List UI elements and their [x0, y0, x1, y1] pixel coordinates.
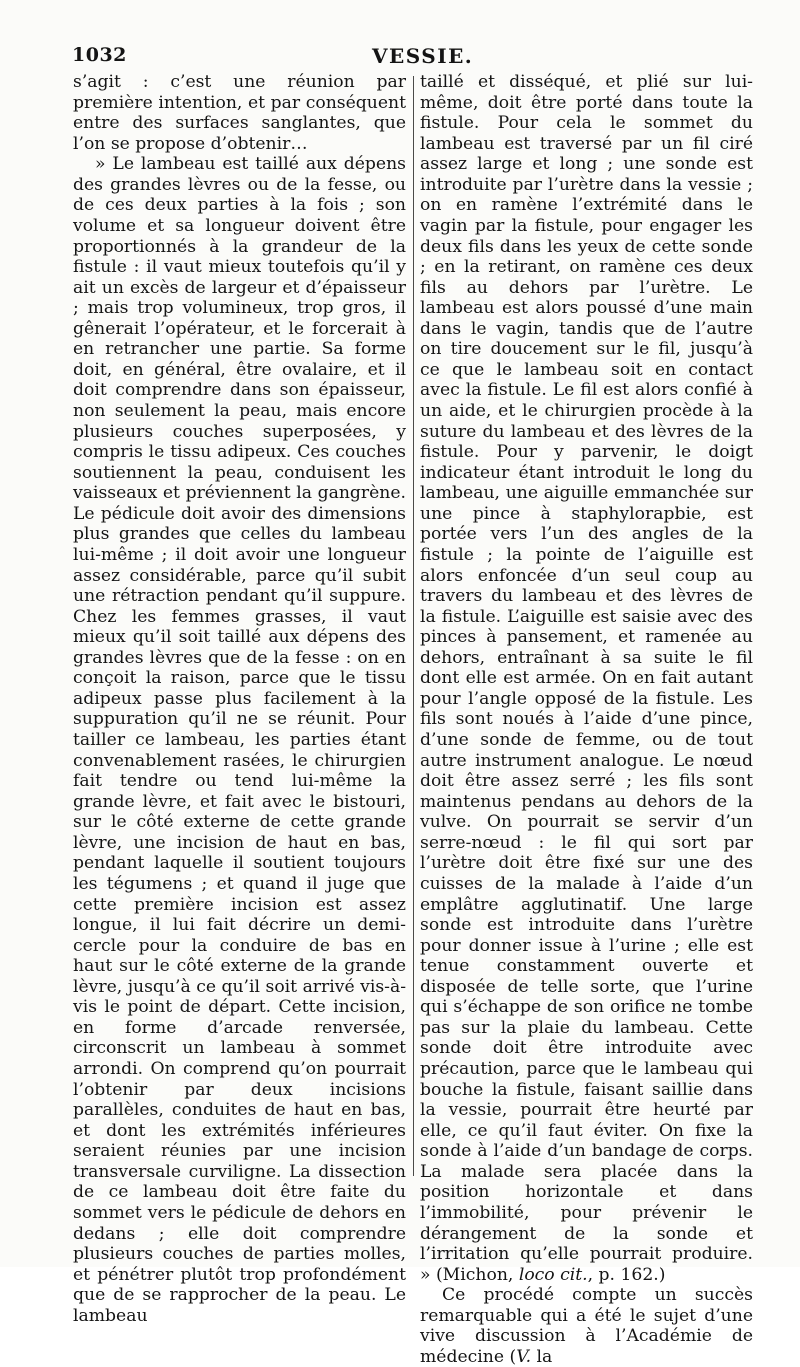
- running-head: VESSIE.: [372, 44, 474, 68]
- citation-tail: , p. 162.): [587, 1264, 666, 1285]
- reference-italic: V.: [516, 1346, 532, 1367]
- page-header: [72, 44, 752, 70]
- left-column: [73, 72, 406, 1326]
- paragraph-text: taillé et disséqué, et plié sur lui-même, doit être porté dans toute la fistule. Pour cela le sommet du lambeau est traversé par un fil ciré assez large et long ; une sonde est introduite par l’urètre dans la vessie ; on en ramène l’extrémité dans le vagin par la fistule, pour engager les deux fils dans les yeux de cette sonde ; en la retirant, on ramène ces deux fils au dehors par l’urètre. Le lambeau est alors poussé d’une main dans le vagin, tandis que de l’autre on tire doucement sur le fil, jusqu’à ce que le lambeau soit en contact avec la fistule. Le fil est alors confié à un aide, et le chirurgien procède à la suture du lambeau et des lèvres de la fistule. Pour y parvenir, le doigt indicateur étant introduit le long du lambeau, une aiguille emmanchée sur une pince à staphylorapbie, est portée vers l’un des angles de la fistule ; la pointe de l’aiguille est alors enfoncée d’un seul coup au travers du lambeau et des lèvres de la fistule. L’aiguille est saisie avec des pinces à pansement, et ramenée au dehors, entraînant à sa suite le fil dont elle est armée. On en fait autant pour l’angle opposé de la fistule. Les fils sont noués à l’aide d’une pince, d’une sonde de femme, ou de tout autre instrument analogue. Le nœud doit être assez serré ; les fils sont maintenus pendans au dehors de la vulve. On pourrait se servir d’un serre-nœud : le fil qui sort par l’urètre doit être fixé sur une des cuisses de la malade à l’aide d’un emplâtre agglutinatif. Une large sonde est introduite dans l’urètre pour donner issue à l’urine ; elle est tenue constamment ouverte et disposée de telle sorte, que l’urine qui s’échappe de son orifice ne tombe pas sur la plaie du lambeau. Cette sonde doit être introduite avec précaution, parce que le lambeau qui bouche la fistule, faisant saillie dans la vessie, pourrait être heurté par elle, ce qu’il faut éviter. On fixe la sonde à l’aide d’un bandage de corps. La malade sera placée dans la position horizontale et dans l’immobilité, pour prévenir le dérangement de la sonde et l’irritation qu’elle pourrait produire. » (Michon,: [420, 72, 753, 1285]
- paragraph: » Le lambeau est taillé aux dépens des grandes lèvres ou de la fesse, ou de ces deux parties à la fois ; son volume et sa longueur doivent être proportionnés à la grandeur de la fistule : il vaut mieux toutefois qu’il y ait un excès de largeur et d’épaisseur ; mais trop volumineux, trop gros, il gênerait l’opérateur, et le forcerait à en retrancher une partie. Sa forme doit, en général, être ovalaire, et il doit comprendre dans son épaisseur, non seulement la peau, mais encore plusieurs couches superposées, y compris le tissu adipeux. Ces couches soutiennent la peau, conduisent les vaisseaux et préviennent la gangrène. Le pédicule doit avoir des dimensions plus grandes que celles du lambeau lui-même ; il doit avoir une longueur assez considérable, parce qu’il subit une rétraction pendant qu’il suppure. Chez les femmes grasses, il vaut mieux qu’il soit taillé aux dépens des grandes lèvres que de la fesse : on en conçoit la raison, parce que le tissu adipeux passe plus facilement à la suppuration qu’il ne se réunit. Pour tailler ce lambeau, les parties étant convenablement rasées, le chirurgien fait tendre ou tend lui-même la grande lèvre, et fait avec le bistouri, sur le côté externe de cette grande lèvre, une incision de haut en bas, pendant laquelle il soutient toujours les tégumens ; et quand il juge que cette première incision est assez longue, il lui fait décrire un demi-cercle pour la conduire de bas en haut sur le côté externe de la grande lèvre, jusqu’à ce qu’il soit arrivé vis-à-vis le point de départ. Cette incision, en forme d’arcade renversée, circonscrit un lambeau à sommet arrondi. On comprend qu’on pourrait l’obtenir par deux incisions parallèles, conduites de haut en bas, et dont les extrémités inférieures seraient réunies par une incision transversale curviligne. La dissection de ce lambeau doit être faite du sommet vers le pédicule de dehors en dedans ; elle doit comprendre plusieurs couches de parties molles, et pénétrer plutôt trop profondément que de se rapprocher de la peau. Le lambeau: [73, 154, 406, 1326]
- paragraph: s’agit : c’est une réunion par première intention, et par conséquent entre des surfaces sanglantes, que l’on se propose d’obtenir…: [73, 72, 406, 154]
- column-divider: [413, 76, 414, 1176]
- paragraph: [420, 72, 753, 1285]
- right-column: [420, 72, 753, 1367]
- paragraph: [420, 1285, 753, 1367]
- paragraph-text: Ce procédé compte un succès remarquable qui a été le sujet d’une vive discussion à l’Académie de médecine (: [420, 1285, 753, 1367]
- reference-tail: la: [531, 1346, 553, 1367]
- citation-italic: loco cit.: [518, 1264, 588, 1285]
- page-number: 1032: [72, 44, 127, 66]
